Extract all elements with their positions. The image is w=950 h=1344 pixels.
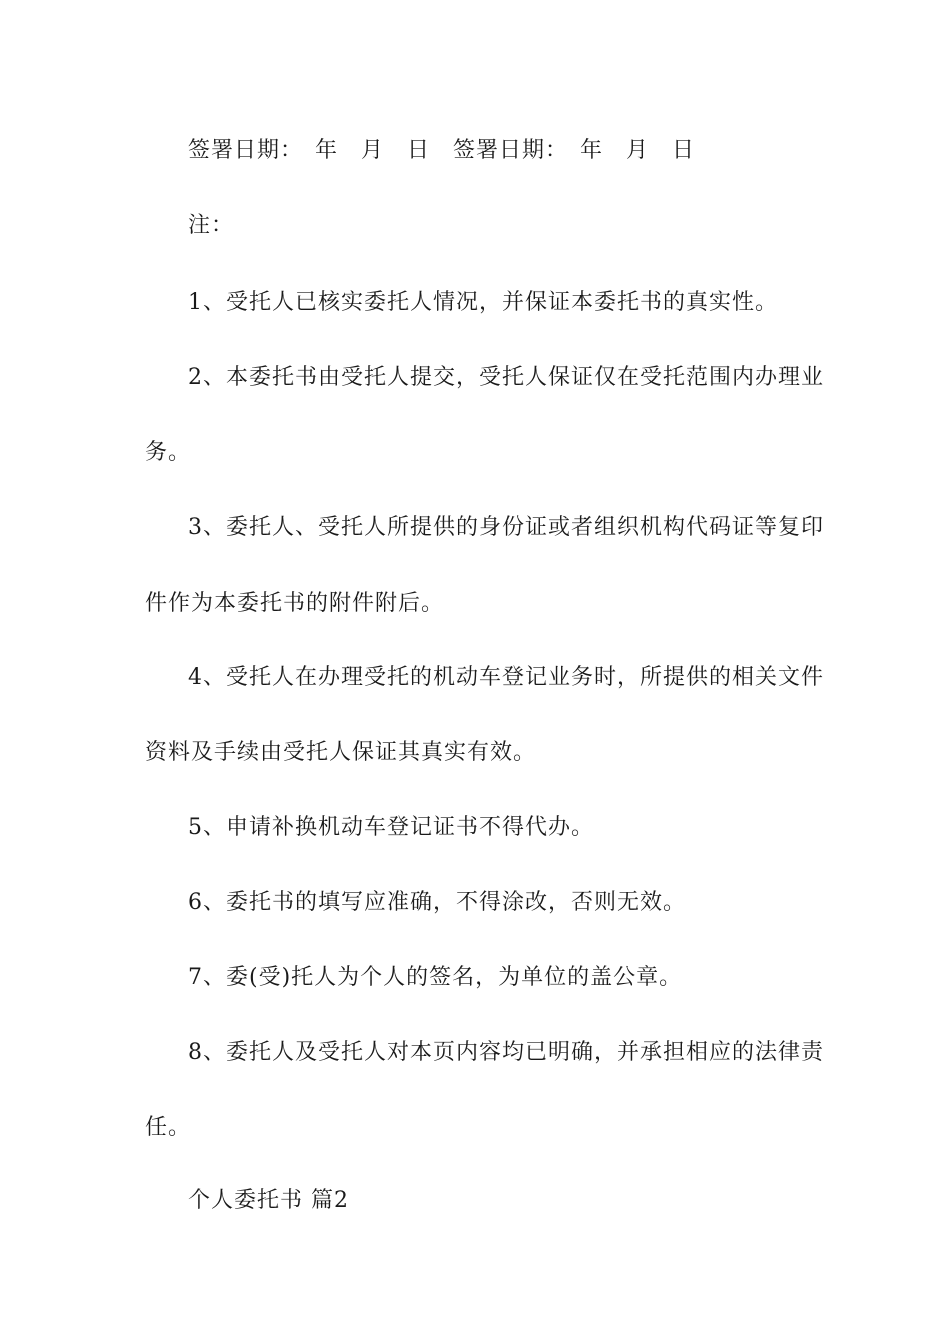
note-heading: 注： bbox=[188, 213, 235, 238]
note-item-4-continued: 资料及手续由受托人保证其真实有效。 bbox=[145, 740, 537, 765]
note-item-6: 6、委托书的填写应准确，不得涂改，否则无效。 bbox=[188, 890, 686, 915]
note-item-7: 7、委(受)托人为个人的签名，为单位的盖公章。 bbox=[188, 965, 683, 990]
signature-date-line: 签署日期： 年 月 日 签署日期： 年 月 日 bbox=[188, 138, 696, 163]
note-item-2-continued: 务。 bbox=[145, 440, 192, 465]
note-item-1: 1、受托人已核实委托人情况，并保证本委托书的真实性。 bbox=[188, 290, 778, 315]
note-item-5: 5、申请补换机动车登记证书不得代办。 bbox=[188, 815, 594, 840]
note-item-3: 3、委托人、受托人所提供的身份证或者组织机构代码证等复印 bbox=[188, 515, 824, 540]
note-item-8-continued: 任。 bbox=[145, 1115, 192, 1140]
note-item-4: 4、受托人在办理受托的机动车登记业务时，所提供的相关文件 bbox=[188, 665, 824, 690]
note-item-8: 8、委托人及受托人对本页内容均已明确，并承担相应的法律责 bbox=[188, 1040, 824, 1065]
note-item-3-continued: 件作为本委托书的附件附后。 bbox=[145, 591, 445, 616]
section-title: 个人委托书 篇2 bbox=[188, 1188, 349, 1213]
note-item-2: 2、本委托书由受托人提交，受托人保证仅在受托范围内办理业 bbox=[188, 365, 824, 390]
